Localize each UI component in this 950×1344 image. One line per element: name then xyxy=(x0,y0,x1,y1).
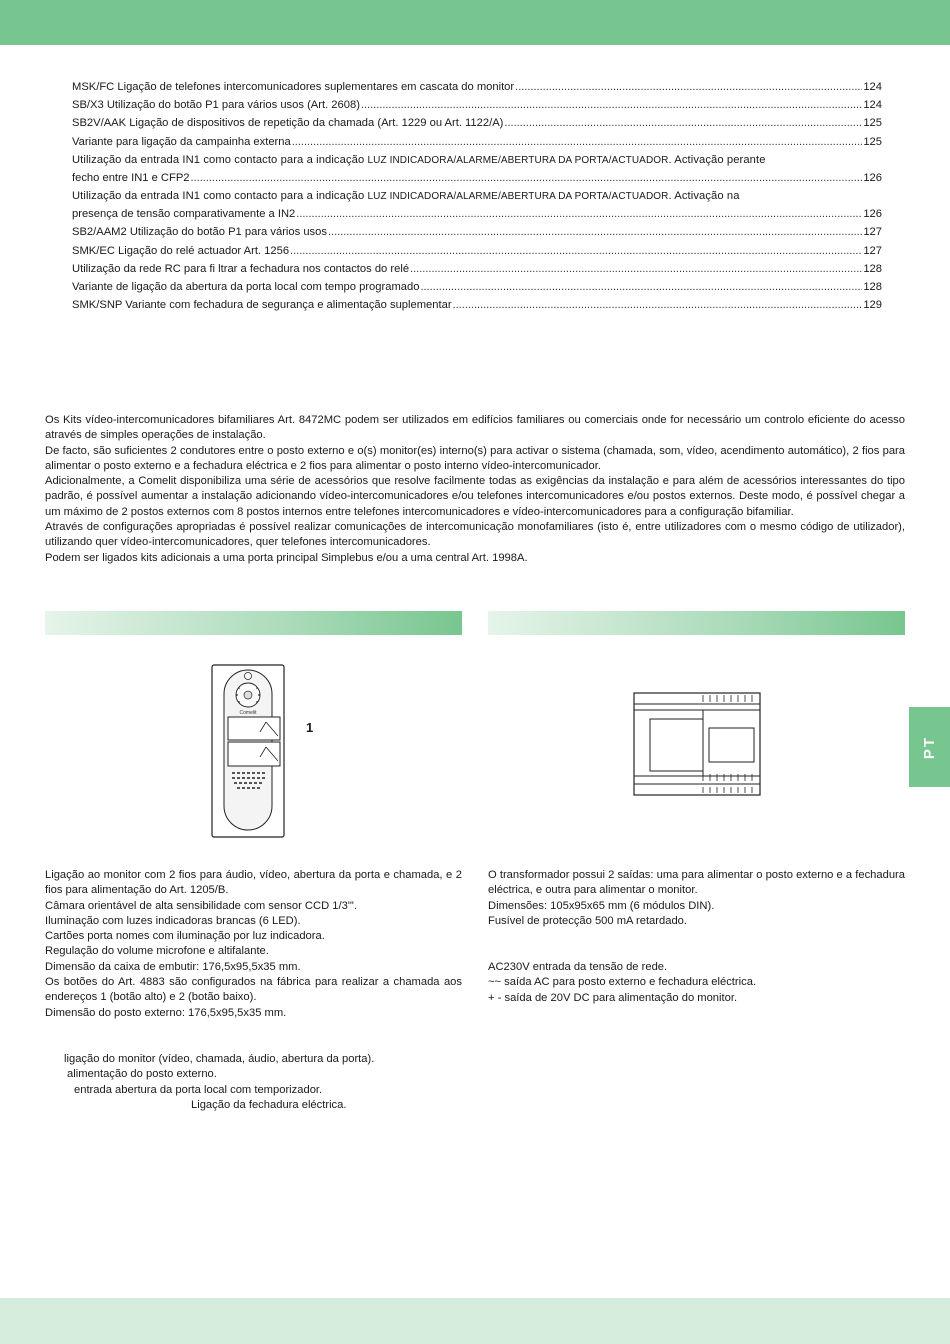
top-header-bar xyxy=(0,0,950,45)
intro-paragraph: Os Kits vídeo-intercomunicadores bifamiliares Art. 8472MC podem ser utilizados em edifícios familiares ou comerciais onde for necessário um controlo eficiente do acesso através de simples operações de instalação. xyxy=(45,414,905,442)
feature-line: Regulação do volume microfone e altifalante. xyxy=(45,945,269,958)
toc-entry-title: SB2/AAM2 Utilização do botão P1 para vários usos xyxy=(72,226,327,239)
toc-entry[interactable] xyxy=(72,278,882,296)
toc-entry-title: SB/X3 Utilização do botão P1 para vários usos (Art. 2608) xyxy=(72,99,360,112)
toc-entry-title: Variante de ligação da abertura da porta local com tempo programado xyxy=(72,281,420,294)
toc-entry[interactable] xyxy=(72,224,882,242)
toc-entry[interactable] xyxy=(72,296,882,314)
toc-entry-text: Utilização da entrada IN1 como contacto para a indicação xyxy=(72,153,368,166)
toc-entry[interactable] xyxy=(72,169,882,187)
feature-line: Câmara orientável de alta sensibilidade com sensor CCD 1/3"'. xyxy=(45,899,358,912)
toc-entry-text: Utilização da entrada IN1 como contacto para a indicação xyxy=(72,190,368,203)
toc-entry-page: 129 xyxy=(863,299,882,312)
toc-entry[interactable] xyxy=(72,205,882,223)
toc-entry[interactable] xyxy=(72,96,882,114)
terminal-line: ~~ saída AC para posto externo e fechadura eléctrica. xyxy=(488,976,757,989)
toc-leader-dots xyxy=(328,225,862,239)
door-station-connections xyxy=(45,1052,374,1113)
toc-entry-smallcaps: LUZ INDICADORA/ALARME/ABERTURA DA PORTA/ACTUADOR xyxy=(367,191,669,203)
toc-leader-dots xyxy=(453,297,863,311)
toc-entry-smallcaps: LUZ INDICADORA/ALARME/ABERTURA DA PORTA/ACTUADOR xyxy=(367,154,669,166)
feature-line: Dimensões: 105x95x65 mm (6 módulos DIN). xyxy=(488,899,715,912)
toc-leader-dots xyxy=(290,243,862,257)
toc-entry[interactable] xyxy=(72,260,882,278)
transformer-features xyxy=(488,868,905,929)
intro-paragraph: Podem ser ligados kits adicionais a uma porta principal Simplebus e/ou a uma central Art. 1998A. xyxy=(45,551,528,564)
toc-entry-first-line[interactable] xyxy=(72,151,882,169)
toc-leader-dots xyxy=(515,79,862,93)
feature-line: Dimensão da caixa de embutir: 176,5x95,5x35 mm. xyxy=(45,960,301,973)
toc-leader-dots xyxy=(292,134,863,148)
terminal-line: AC230V entrada da tensão de rede. xyxy=(488,961,668,973)
toc-leader-dots xyxy=(504,116,862,130)
connection-line: ligação do monitor (vídeo, chamada, áudio, abertura da porta). xyxy=(64,1053,375,1065)
feature-line: O transformador possui 2 saídas: uma para alimentar o posto externo e a fechadura eléctrica, e outra para alimentar o monitor. xyxy=(488,869,905,897)
toc-leader-dots xyxy=(410,261,862,275)
feature-line: Dimensão do posto externo: 176,5x95,5x35 mm. xyxy=(45,1006,287,1019)
toc-entry-title: presença de tensão comparativamente a IN2 xyxy=(72,208,296,221)
toc-entry-page: 127 xyxy=(863,244,882,257)
toc-entry-page: 127 xyxy=(863,226,882,239)
connection-line: Ligação da fechadura eléctrica. xyxy=(191,1098,347,1111)
section-header-band-right xyxy=(488,611,905,635)
intro-paragraph: Adicionalmente, a Comelit disponibiliza uma série de acessórios que resolve facilmente todas as exigências da instalação e para além de acessórios interessantes do tipo padrão, é possível aumentar a instalação adicionando vídeo-intercomunicadores e/ou telefones intercomunicadores e/ou postos externos. Deste modo, é possível chegar a um máximo de 2 postos externos com 8 postos internos entre telefones intercomunicadores e vídeo-intercomunicadores para a configuração bifamiliar. xyxy=(45,475,905,518)
toc-entry-text: . Activação na xyxy=(668,190,740,203)
toc-entry-title: MSK/FC Ligação de telefones intercomunicadores suplementares em cascata do monitor xyxy=(72,80,515,93)
toc-entry-title: Variante para ligação da campainha externa xyxy=(72,135,291,148)
terminal-line: + - saída de 20V DC para alimentação do monitor. xyxy=(488,991,738,1004)
door-station-features xyxy=(45,868,462,1021)
toc-entry-page: 128 xyxy=(863,262,882,275)
toc-entry-title: fecho entre IN1 e CFP2 xyxy=(72,171,190,184)
toc-entry-page: 125 xyxy=(863,117,882,130)
transformer-illustration xyxy=(633,692,761,796)
feature-line: Fusível de protecção 500 mA retardado. xyxy=(488,914,688,927)
feature-line: Cartões porta nomes com iluminação por luz indicadora. xyxy=(45,930,325,943)
connection-line: entrada abertura da porta local com temporizador. xyxy=(74,1083,323,1096)
callout-number: 1 xyxy=(306,720,314,735)
feature-line: Iluminação com luzes indicadoras brancas (6 LED). xyxy=(45,914,301,927)
intro-paragraph: De facto, são suficientes 2 condutores entre o posto externo e o(s) monitor(es) interno(s) para activar o sistema (chamada, som, vídeo, acendimento automático), 2 fios para alimentar o posto externo e a fechadura eléctrica e 2 fios para alimentar o posto interno vídeo-intercomunicador. xyxy=(45,444,905,472)
toc-entry-title: SB2V/AAK Ligação de dispositivos de repetição da chamada (Art. 1229 ou Art. 1122/A) xyxy=(72,117,504,130)
toc-entry-page: 126 xyxy=(863,208,882,221)
table-of-contents xyxy=(72,78,882,314)
language-tab[interactable] xyxy=(909,707,950,787)
intro-text xyxy=(45,413,905,566)
toc-entry-title: Utilização da rede RC para fi ltrar a fechadura nos contactos do relé xyxy=(72,262,410,275)
toc-leader-dots xyxy=(361,97,862,111)
language-tab-label: PT xyxy=(920,735,938,759)
feature-line: Os botões do Art. 4883 são configurados na fábrica para realizar a chamada aos endereços 1 (botão alto) e 2 (botão baixo). xyxy=(45,976,462,1004)
toc-entry-page: 126 xyxy=(863,171,882,184)
toc-entry-text: . Activação perante xyxy=(668,153,766,166)
toc-entry-title: SMK/EC Ligação do relé actuador Art. 1256 xyxy=(72,244,290,257)
toc-entry[interactable] xyxy=(72,114,882,132)
toc-leader-dots xyxy=(420,279,862,293)
feature-line: Ligação ao monitor com 2 fios para áudio, vídeo, abertura da porta e chamada, e 2 fios para alimentação do Art. 1205/B. xyxy=(45,869,462,897)
toc-entry-page: 128 xyxy=(863,281,882,294)
toc-entry-first-line[interactable] xyxy=(72,187,882,205)
section-header-band-left xyxy=(45,611,462,635)
toc-entry[interactable] xyxy=(72,78,882,96)
toc-entry-page: 124 xyxy=(863,99,882,112)
brand-logo: Comelit xyxy=(239,710,257,716)
toc-entry-page: 125 xyxy=(863,135,882,148)
toc-entry[interactable] xyxy=(72,242,882,260)
transformer-terminals xyxy=(488,960,905,1006)
toc-entry-title: SMK/SNP Variante com fechadura de segurança e alimentação suplementar xyxy=(72,299,452,312)
bottom-footer-bar xyxy=(0,1298,950,1344)
connection-line: alimentação do posto externo. xyxy=(67,1068,217,1081)
toc-leader-dots xyxy=(191,170,863,184)
toc-leader-dots xyxy=(296,207,862,221)
toc-entry-page: 124 xyxy=(863,80,882,93)
toc-entry[interactable] xyxy=(72,133,882,151)
door-station-illustration xyxy=(208,662,290,842)
intro-paragraph: Através de configurações apropriadas é possível realizar comunicações de intercomunicação monofamiliares (isto é, entre utilizadores com o mesmo código de utilizador), utilizando quer vídeo-intercomunicadores, quer telefones intercomunicadores. xyxy=(45,521,905,549)
